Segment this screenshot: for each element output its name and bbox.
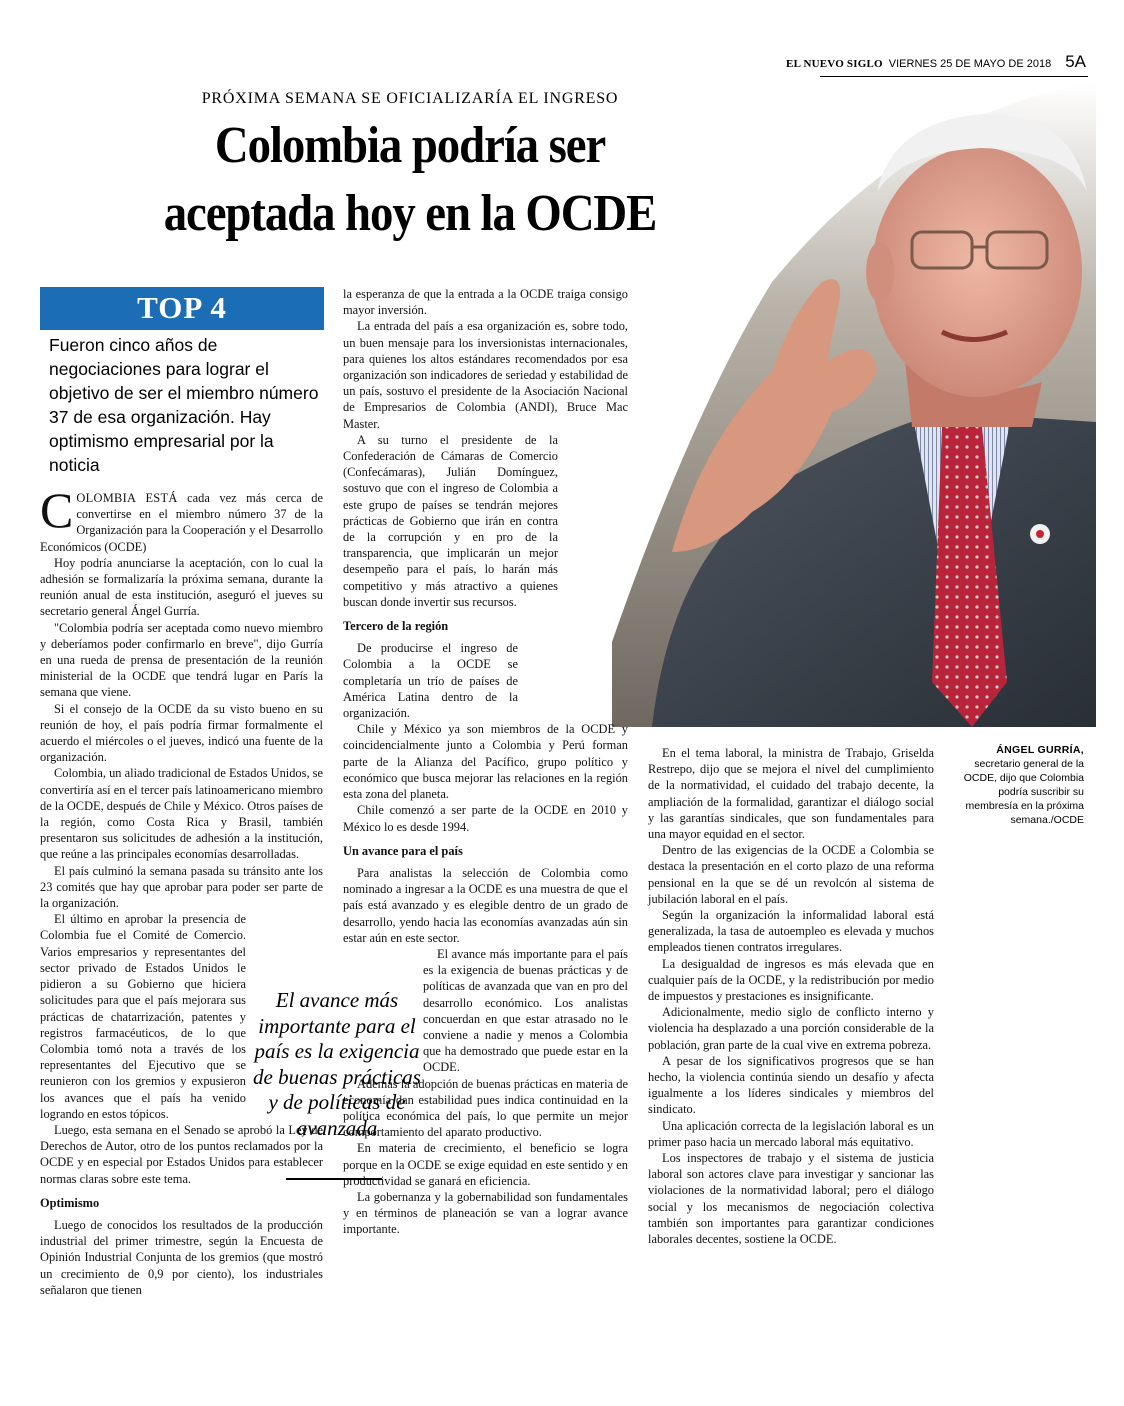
kicker: PRÓXIMA SEMANA SE OFICIALIZARÍA EL INGRESO bbox=[201, 90, 619, 107]
paragraph: "Colombia podría ser aceptada como nuevo miembro y deberíamos poder confirmarlo en breve", dijo Gurría en una rueda de prensa de presentación de la reunión ministerial de la OCDE que tendrá lugar en París la semana que viene. bbox=[40, 620, 323, 700]
paragraph: La entrada del país a esa organización es, sobre todo, un buen mensaje para los inversionistas internacionales, para quienes los altos estándares recomendados por esa organización son indicadores de seriedad y estabilidad de un país, sostuvo el presidente de la Asociación Nacional de Empresarios de Colombia (ANDI), Bruce Mac Master. bbox=[343, 319, 628, 431]
caption-name: ÁNGEL GURRÍA, bbox=[996, 744, 1084, 756]
article-column-1 bbox=[40, 482, 324, 1298]
paragraph: Hoy podría anunciarse la aceptación, con lo cual la adhesión se formalizaría la próxima semana, durante la reunión anual de esta institución, aseguró el jueves su secretario general Ángel Gurría. bbox=[40, 555, 323, 619]
lead-rest: cada vez más cerca de convertirse en el miembro número 37 de la Organización para la Cooperación y el Desarrollo Económicos (OCDE) bbox=[40, 491, 324, 554]
pull-quote: El avance más importante para el país es la exigencia de buenas prácticas y de políticas de avanzada bbox=[253, 988, 421, 1140]
paragraph: La desigualdad de ingresos es más elevada que en cualquier país de la OCDE, y la redistribución por medio de impuestos y prestaciones es insignificante. bbox=[648, 956, 934, 1004]
paragraph: la esperanza de que la entrada a la OCDE traiga consigo mayor inversión. bbox=[343, 287, 628, 318]
lead-paragraph bbox=[40, 482, 324, 555]
paragraph: El último en aprobar la presencia de Colombia fue el Comité de Comercio. Varios empresarios y representantes del sector privado de Estados Unidos le pidieron a su Gobierno que hiciera solicitudes para que el país mejorara sus prácticas de chatarrización, patentes y registros farmacéuticos, de lo que Colombia tomó nota a través de los representantes del Ejecutivo que se reunieron con los gremios y expusieron los avances que el país ha venido logrando en estos tópicos. bbox=[40, 912, 246, 1121]
paragraph: De producirse el ingreso de Colombia a la OCDE se completaría un trío de países de América Latina dentro de la organización. bbox=[343, 641, 518, 721]
subheading: Optimismo bbox=[40, 1195, 100, 1210]
paragraph: Chile comenzó a ser parte de la OCDE en 2010 y México lo es desde 1994. bbox=[343, 803, 628, 834]
drop-cap: C bbox=[40, 482, 74, 538]
paragraph: Colombia, un aliado tradicional de Estados Unidos, se convertiría así en el tercer país latinoamericano miembro de la OCDE, después de Chile y México. Otros países de la región, como Costa Rica y Brasil, también presentaron sus solicitudes de adhesión a la institución, que reúne a las principales economías desarrolladas. bbox=[40, 766, 323, 862]
paragraph: En el tema laboral, la ministra de Trabajo, Griselda Restrepo, dijo que se mejora el nivel del cumplimiento de la normatividad, el cuidado del trabajo decente, la ampliación de la formalidad, garantizar el diálogo social y las garantías sindicales, que son fundamentales para una mayor equidad en el sector. bbox=[648, 746, 934, 842]
headline-line-1: Colombia podría ser bbox=[214, 117, 606, 174]
paragraph: Además la adopción de buenas prácticas en materia de economía dan estabilidad pues indica continuidad en la política económica del país, lo que permite un mejor comportamiento del aparato productivo. bbox=[343, 1076, 628, 1140]
subheading: Un avance para el país bbox=[343, 843, 463, 858]
paragraph: A su turno el presidente de la Confederación de Cámaras de Comercio (Confecámaras), Julián Domínguez, sostuvo que con el ingreso de Colombia a este grupo de países se tendrán mejores prácticas de Gobierno que irán en contra de la corrupción y en pro de la transparencia, que implicarán un mejor desempeño para el país, lo harán más competitivo y más atractivo a quienes buscan donde invertir sus recursos. bbox=[343, 432, 558, 609]
photo-caption bbox=[944, 743, 1084, 827]
portrait-photo bbox=[612, 82, 1096, 727]
summary-text: Fueron cinco años de negociaciones para lograr el objetivo de ser el miembro número 37 de esa organización. Hay optimismo empresarial por la noticia bbox=[49, 335, 319, 475]
paragraph: Luego de conocidos los resultados de la producción industrial del primer trimestre, según la Encuesta de Opinión Industrial Conjunta de los gremios (que mostró un crecimiento de 0,9 por ciento), los industriales señalaron que tienen bbox=[40, 1217, 323, 1297]
page-number: 5A bbox=[1065, 52, 1086, 71]
paragraph: La gobernanza y la gobernabilidad son fundamentales y en términos de planeación se van a lograr avance importante. bbox=[343, 1189, 628, 1237]
masthead: EL NUEVO SIGLO bbox=[786, 58, 883, 70]
top4-rule bbox=[40, 327, 324, 330]
pull-quote-rule bbox=[286, 1178, 382, 1180]
paragraph: Para analistas la selección de Colombia como nominado a ingresar a la OCDE es una muestra de que el país está avanzado y es elegible dentro de un grado de desarrollo, yendo hacia las economías avanzadas aún sin estar aún en este sector. bbox=[343, 865, 628, 945]
top4-banner: TOP 4 bbox=[40, 287, 324, 327]
header-rule bbox=[820, 76, 1088, 77]
paragraph: En materia de crecimiento, el beneficio se logra porque en la OCDE se exige equidad en este sentido y en productividad se ganará en eficiencia. bbox=[343, 1141, 628, 1188]
dateline: VIERNES 25 DE MAYO DE 2018 bbox=[888, 58, 1052, 70]
paragraph: Adicionalmente, medio siglo de conflicto interno y violencia ha desplazado a una porción considerable de la población, gran parte de la cual vive en extrema pobreza. bbox=[648, 1005, 934, 1052]
paragraph: Los inspectores de trabajo y el sistema de justicia laboral son actores clave para investigar y sancionar las violaciones de la normatividad laboral; pero el diálogo social y los mecanismos de negociación colectiva también son importantes para garantizar condiciones laborales decentes, sostiene la OCDE. bbox=[648, 1151, 934, 1247]
paragraph: Chile y México ya son miembros de la OCDE y coincidencialmente junto a Colombia y Perú forman parte de la Alianza del Pacífico, grupo político y económico que busca mejorar las relaciones en la región esta zona del planeta. bbox=[343, 722, 628, 802]
subheading: Tercero de la región bbox=[343, 619, 449, 634]
lead-caps: OLOMBIA ESTÁ bbox=[76, 491, 178, 505]
article-column-3 bbox=[648, 745, 934, 1247]
paragraph: Una aplicación correcta de la legislación laboral es un primer paso hacia un mercado laboral más equitativo. bbox=[648, 1118, 934, 1149]
paragraph: A pesar de los significativos progresos que se han hecho, la violencia continúa siendo un desafío y afecta igualmente a los líderes sindicales y miembros del sindicato. bbox=[648, 1053, 934, 1117]
paragraph: Dentro de las exigencias de la OCDE a Colombia se destaca la presentación en el corto plazo de una reforma pensional en la que se dé un revolcón al sistema de jubilación laboral en el país. bbox=[648, 843, 934, 906]
caption-text: secretario general de la OCDE, dijo que Colombia podría suscribir su membresía en la próxima semana./OCDE bbox=[963, 758, 1084, 826]
paragraph: Luego, esta semana en el Senado se aprobó la Ley de Derechos de Autor, otro de los puntos reclamados por la OCDE y en especial por Estados Unidos para establecer normas claras sobre este tema. bbox=[40, 1122, 323, 1186]
paragraph: El avance más importante para el país es la exigencia de buenas prácticas y de políticas de avanzada que van en pro del desarrollo económico. Los analistas concuerdan en que estar atrasado no le conviene a nadie y menos a Colombia que ha demostrado que puede estar en la OCDE. bbox=[423, 946, 628, 1075]
paragraph: Según la organización la informalidad laboral está generalizada, la tasa de autoempleo es elevada y muchos empleados tienen contratos irregulares. bbox=[648, 908, 934, 955]
paragraph: El país culminó la semana pasada su tránsito ante los 23 comités que hay que aprobar para poder ser parte de la organización. bbox=[40, 863, 323, 911]
page-header bbox=[786, 52, 1086, 72]
headline-line-2: aceptada hoy en la OCDE bbox=[163, 185, 657, 242]
paragraph: Si el consejo de la OCDE da su visto bueno en su reunión de hoy, el país podría firmar formalmente el acuerdo el miércoles o el jueves, indicó una fuente de la organización. bbox=[40, 701, 323, 765]
